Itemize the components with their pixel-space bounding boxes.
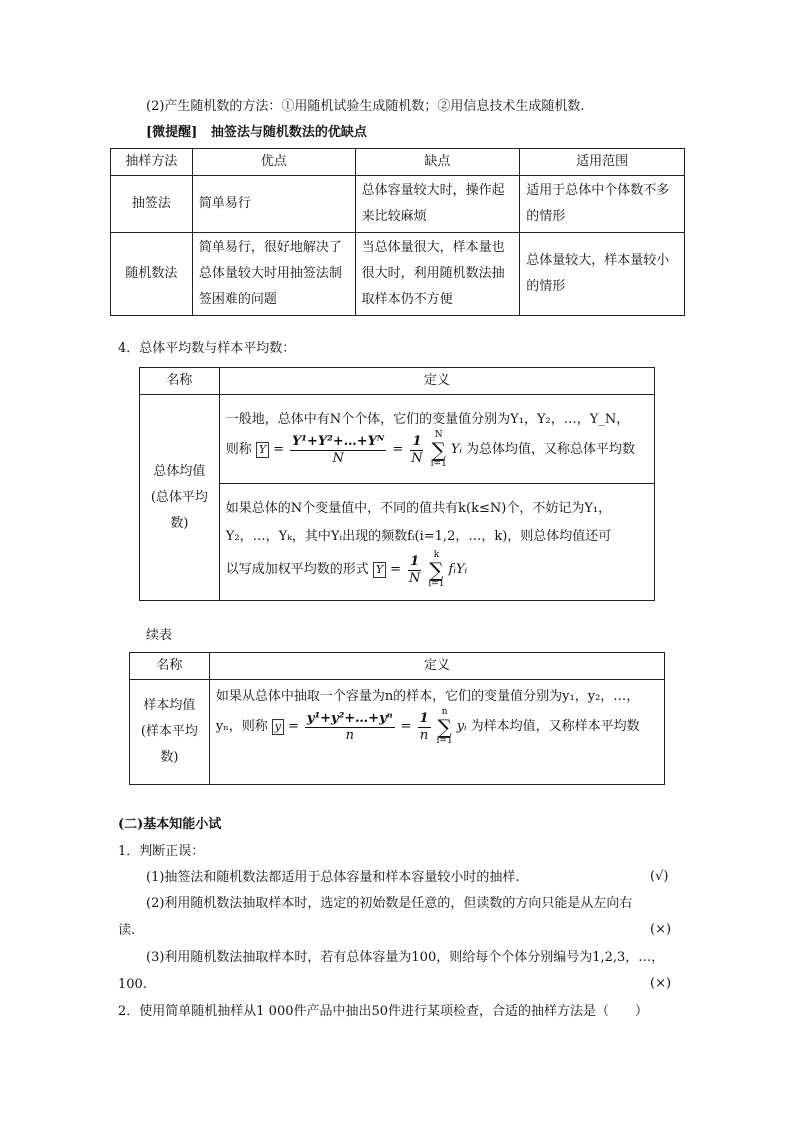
- table-cell: 总体均值(总体平均数): [140, 395, 220, 601]
- def1-line1: 一般地，总体中有N个个体，它们的变量值分别为Y₁，Y₂，…，Y_N，: [225, 412, 630, 427]
- sample-line1: 如果从总体中抽取一个容量为n的样本，它们的变量值分别为y₁，y₂，…，: [215, 689, 640, 704]
- sum-upper: k: [433, 550, 440, 560]
- y-bar-symbol: y: [272, 719, 284, 735]
- sum-upper: N: [434, 430, 443, 440]
- population-mean-formula: 则称 Y = $\frac{\text{Y¹+Y²+…+Yᴺ}}{N}$ = $\frac{1}{N}$ N ∑ i=1 Yᵢ 为总体均值，又称总体平均数: [225, 430, 636, 469]
- header-cell: 抽样方法: [111, 149, 193, 176]
- formula-suffix: 为总体均值，又称总体平均数: [466, 442, 636, 457]
- table-cell: [209, 680, 664, 785]
- table-cell: 抽签法: [111, 176, 193, 233]
- sampling-methods-table: [110, 148, 685, 316]
- q1-item-3: (3)利用随机数法抽取样本时，若有总体容量为100，则给每个个体分别编号为1,2,3，…，: [146, 950, 665, 965]
- fraction-denominator: N: [332, 450, 344, 466]
- sum-lower: i=1: [428, 579, 445, 589]
- table-cell: 随机数法: [111, 233, 193, 316]
- table-cell: 适用于总体中个体数不多的情形: [520, 176, 685, 233]
- y-bar-symbol: Y: [256, 442, 269, 458]
- header-cell: 适用范围: [520, 149, 685, 176]
- sum-lower: i=1: [436, 736, 453, 746]
- sum-lower: i=1: [430, 459, 447, 469]
- formula-prefix: yₙ，则称: [215, 719, 268, 734]
- sum-term: fᵢYᵢ: [448, 562, 468, 577]
- fraction-numerator: 1: [410, 553, 420, 569]
- fraction: [407, 554, 422, 587]
- population-mean-table: [139, 367, 655, 601]
- sum-term: yᵢ: [456, 719, 467, 734]
- q1-item-1: (1)抽签法和随机数法都适用于总体容量和样本容量较小时的抽样.: [146, 870, 520, 885]
- table-cell: 当总体量很大，样本量也很大时，利用随机数法抽取样本仍不方便: [355, 233, 520, 316]
- table-cell: 总体量较大，样本量较小的情形: [520, 233, 685, 316]
- q1-item-2-cont: 读.: [118, 923, 136, 938]
- header-cell: 缺点: [355, 149, 520, 176]
- sum-upper: n: [441, 707, 448, 717]
- header-cell: 定义: [219, 368, 654, 395]
- table-cell: 样本均值(样本平均数): [130, 680, 210, 785]
- tip-text: 抽签法与随机数法的优缺点: [210, 125, 367, 140]
- header-cell: 名称: [130, 653, 210, 680]
- sum-term: Yᵢ: [450, 442, 463, 457]
- table-header-row: [111, 149, 685, 176]
- formula-suffix: 为样本均值，又称样本平均数: [470, 719, 640, 734]
- sum-symbol: k ∑ i=1: [428, 550, 445, 589]
- table-row: [111, 233, 685, 316]
- sum-symbol: N ∑ i=1: [430, 430, 447, 469]
- q1-item-1-mark: (√): [650, 869, 669, 884]
- q1-item-3-mark: (×): [650, 976, 672, 991]
- basic-section-heading: (二)基本知能小试: [118, 817, 222, 832]
- intro-line: (2)产生随机数的方法：①用随机试验生成随机数；②用信息技术生成随机数.: [146, 99, 585, 114]
- formula-prefix: 则称: [225, 442, 252, 457]
- table-cell: 简单易行: [192, 176, 355, 233]
- table-cell: [219, 395, 654, 484]
- fraction: [305, 711, 395, 744]
- fraction-denominator: N: [408, 570, 421, 586]
- q1-item-2-mark: (×): [650, 922, 672, 937]
- table-row: [140, 395, 655, 484]
- fraction-denominator: n: [419, 727, 429, 743]
- header-cell: 名称: [140, 368, 220, 395]
- table-header-row: [140, 368, 655, 395]
- fraction-denominator: N: [411, 450, 423, 466]
- question-2: 2．使用简单随机抽样从1 000件产品中抽出50件进行某项检查，合适的抽样方法是（ ）: [118, 1004, 649, 1019]
- weighted-mean-formula: 以写成加权平均数的形式 Y = $\frac{1}{N}$ k ∑ i=1 fᵢYᵢ: [225, 550, 468, 589]
- y-bar-symbol: Y: [373, 562, 386, 578]
- q1-item-2: (2)利用随机数法抽取样本时，选定的初始数是任意的，但读数的方向只能是从左向右: [146, 896, 633, 911]
- table-cell: [219, 484, 654, 601]
- sample-mean-formula: yₙ，则称 y = $\frac{\text{y¹+y²+…+yⁿ}}{n}$ = $\frac{1}{n}$ n ∑ i=1 yᵢ 为样本均值，又称样本平均数: [215, 707, 640, 746]
- table-cell: 总体容量较大时，操作起来比较麻烦: [355, 176, 520, 233]
- q1-item-3-cont: 100.: [118, 977, 147, 992]
- table-cell: 简单易行，很好地解决了总体量较大时用抽签法制签困难的问题: [192, 233, 355, 316]
- fraction-denominator: n: [345, 727, 354, 743]
- fraction: [409, 434, 424, 467]
- def2-line2: Y₂，…，Yₖ，其中Yᵢ出现的频数fᵢ(i=1,2，…，k)，则总体均值还可: [225, 529, 612, 544]
- fraction-numerator: Y¹+Y²+…+Yᴺ: [291, 433, 385, 449]
- section-4-heading: 4．总体平均数与样本平均数：: [118, 341, 296, 356]
- sample-mean-table: [129, 652, 665, 785]
- header-cell: 优点: [192, 149, 355, 176]
- continued-label: 续表: [146, 628, 173, 643]
- table-row: [130, 680, 665, 785]
- question-1: 1．判断正误：: [118, 844, 205, 859]
- tip-heading: [146, 124, 367, 142]
- header-cell: 定义: [209, 653, 664, 680]
- fraction-numerator: 1: [412, 433, 422, 449]
- fraction-numerator: 1: [419, 710, 429, 726]
- table-row: [111, 176, 685, 233]
- formula-prefix: 以写成加权平均数的形式: [225, 562, 369, 577]
- sum-symbol: n ∑ i=1: [436, 707, 453, 746]
- fraction: [290, 434, 386, 467]
- fraction-numerator: y¹+y²+…+yⁿ: [306, 710, 393, 726]
- tip-tag: [微提醒]: [146, 125, 198, 140]
- table-header-row: [130, 653, 665, 680]
- def2-line1: 如果总体的N个变量值中，不同的值共有k(k≤N)个，不妨记为Y₁，: [225, 501, 612, 516]
- fraction: [418, 711, 431, 744]
